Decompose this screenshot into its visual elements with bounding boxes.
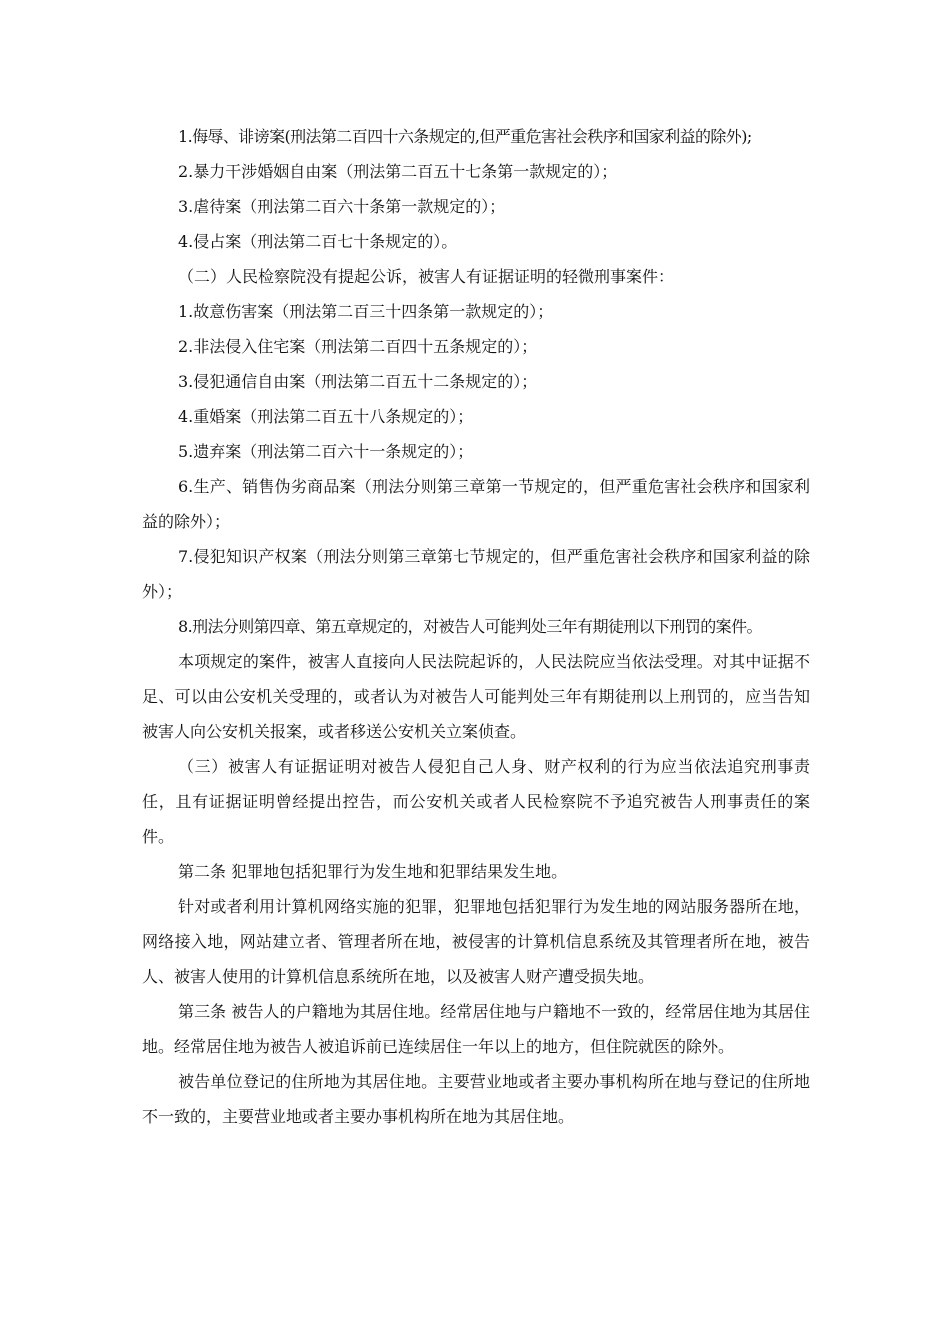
paragraph-abuse: 3.虐待案（刑法第二百六十条第一款规定的）；	[178, 197, 506, 216]
paragraph-article-two: 第二条 犯罪地包括犯罪行为发生地和犯罪结果发生地。	[178, 862, 568, 881]
paragraph-intentional-injury: 1.故意伤害案（刑法第二百三十四条第一款规定的）；	[178, 302, 554, 321]
paragraph-section-three: （三）被害人有证据证明对被告人侵犯自己人身、财产权利的行为应当依法追究刑事责任，且有证据证明曾经提出控告，而公安机关或者人民检察院不予追究被告人刑事责任的案件。	[142, 757, 810, 846]
paragraph-marriage-interference: 2.暴力干涉婚姻自由案（刑法第二百五十七条第一款规定的）；	[178, 162, 618, 181]
paragraph-bigamy: 4.重婚案（刑法第二百五十八条规定的）；	[178, 407, 474, 426]
paragraph-embezzlement: 4.侵占案（刑法第二百七十条规定的）。	[178, 232, 458, 251]
paragraph-chapters-four-five: 8.刑法分则第四章、第五章规定的，对被告人可能判处三年有期徒刑以下刑罚的案件。	[178, 617, 762, 636]
paragraph-intellectual-property: 7.侵犯知识产权案（刑法分则第三章第七节规定的，但严重危害社会秩序和国家利益的除外）；	[142, 547, 810, 601]
paragraph-article-three: 第三条 被告人的户籍地为其居住地。经常居住地与户籍地不一致的，经常居住地为其居住地。经常居住地为被告人被追诉前已连续居住一年以上的地方，但住院就医的除外。	[142, 1002, 810, 1056]
paragraph-trespass: 2.非法侵入住宅案（刑法第二百四十五条规定的）；	[178, 337, 538, 356]
paragraph-abandonment: 5.遗弃案（刑法第二百六十一条规定的）；	[178, 442, 474, 461]
paragraph-computer-network-crime: 针对或者利用计算机网络实施的犯罪，犯罪地包括犯罪行为发生地的网站服务器所在地，网络接入地，网站建立者、管理者所在地，被侵害的计算机信息系统及其管理者所在地，被告人、被害人使用的计算机信息系统所在地，以及被害人财产遭受损失地。	[142, 897, 810, 986]
paragraph-acceptance-rule: 本项规定的案件，被害人直接向人民法院起诉的，人民法院应当依法受理。对其中证据不足、可以由公安机关受理的，或者认为对被告人可能判处三年有期徒刑以上刑罚的，应当告知被害人向公安机关报案，或者移送公安机关立案侦查。	[142, 652, 810, 741]
paragraph-insult-defamation: 1.侮辱、诽谤案(刑法第二百四十六条规定的,但严重危害社会秩序和国家利益的除外);	[178, 127, 752, 146]
paragraph-counterfeit-goods: 6.生产、销售伪劣商品案（刑法分则第三章第一节规定的，但严重危害社会秩序和国家利益的除外）；	[142, 477, 810, 531]
document-body	[142, 119, 810, 1134]
paragraph-unit-domicile: 被告单位登记的住所地为其居住地。主要营业地或者主要办事机构所在地与登记的住所地不一致的，主要营业地或者主要办事机构所在地为其居住地。	[142, 1072, 810, 1126]
paragraph-section-two: （二）人民检察院没有提起公诉，被害人有证据证明的轻微刑事案件：	[178, 267, 675, 286]
paragraph-communication-freedom: 3.侵犯通信自由案（刑法第二百五十二条规定的）；	[178, 372, 538, 391]
